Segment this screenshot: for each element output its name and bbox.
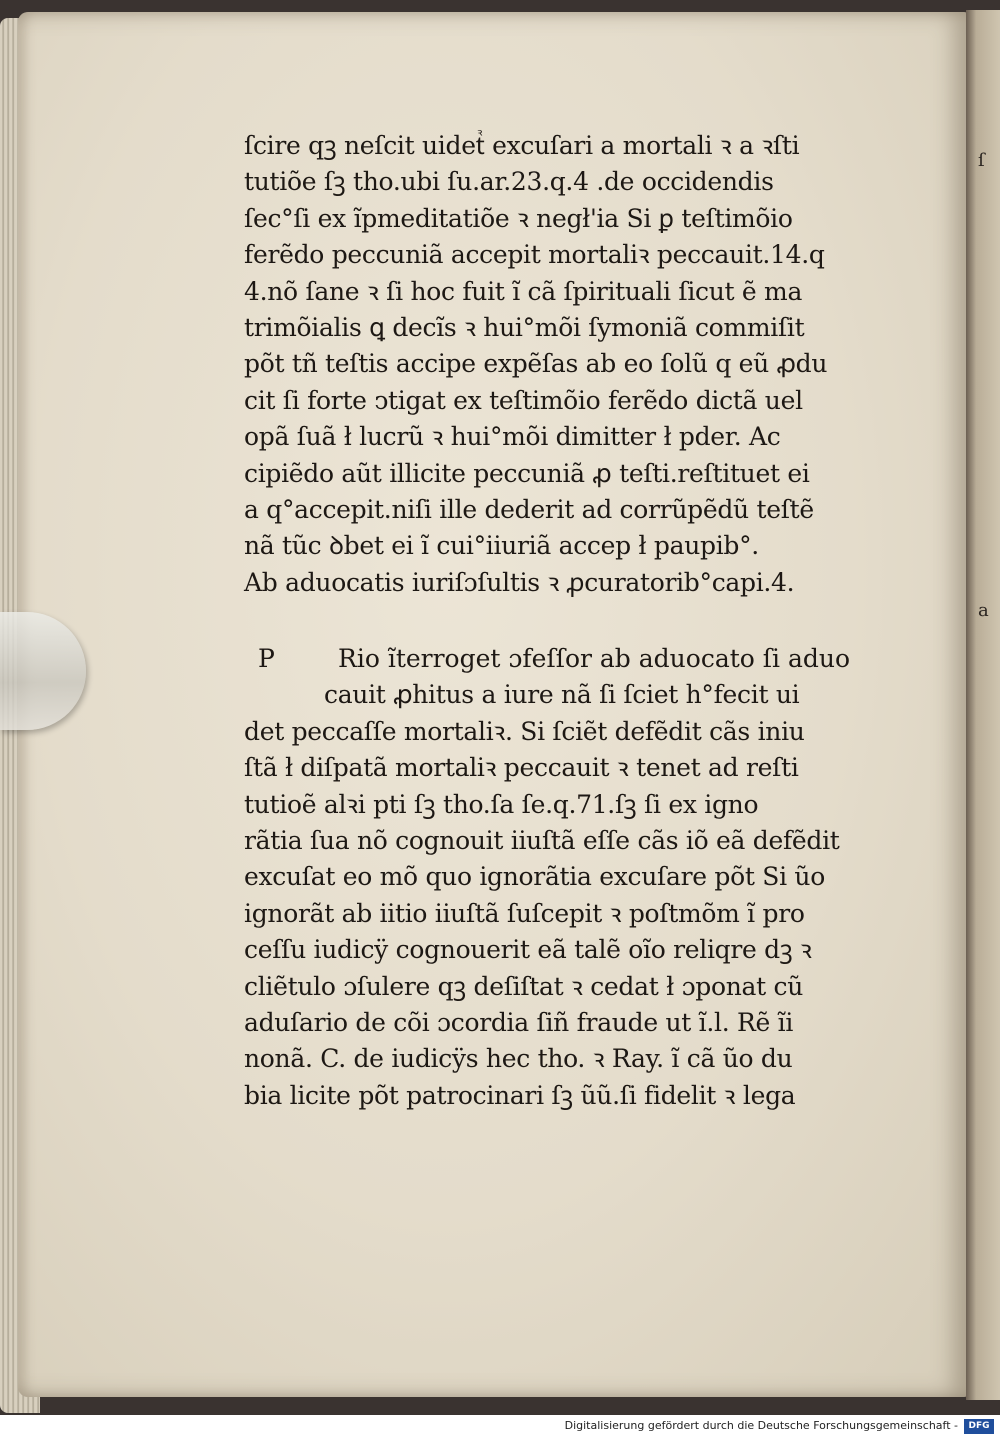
text-line: opã ſuã ł lucrũ ꝛ hui°mõi dimitter ł pder. Ac [244, 422, 781, 452]
text-line: excuſat eo mõ quo ignorãtia excuſare põt Si ũo [244, 862, 825, 892]
text-line: trimõialis ꝗ decĩs ꝛ hui°mõi ſymoniã commiſit [244, 312, 805, 342]
initial-row [244, 641, 884, 677]
dfg-logo: DFG [964, 1419, 994, 1434]
chapter-heading: Ab aduocatis iuriſɔſultis ꝛ ꝓcuratorib°capi.4. [244, 567, 795, 597]
text-line: ſtã ł diſpatã mortaliꝛ peccauit ꝛ tenet ad reſti [244, 753, 799, 783]
initial-letter: P [258, 644, 275, 674]
text-line: ſcire qꝫ neſcit uidetᷣ excuſari a mortali ꝛ a ꝛſti [244, 131, 800, 160]
text-line: nonã. C. de iudicÿs hec tho. ꝛ Ray. ĩ cã ũo du [244, 1044, 793, 1074]
text-line: ſec°ſi ex ĩpmeditatiõe ꝛ negł'ia Si ꝑ teſtimõio [244, 203, 793, 233]
text-line: cliẽtulo ɔſulere qꝫ deſiſtat ꝛ cedat ł ɔponat cũ [244, 971, 804, 1001]
adjacent-page-edge [966, 10, 1000, 1400]
footer-bar [0, 1415, 1000, 1439]
paragraph-2 [244, 641, 884, 1114]
text-line: cit ſi forte ↄtigat ex teſtimõio ferẽdo dictã uel [244, 385, 803, 415]
adjacent-page-glyph: ſ [978, 150, 985, 171]
text-line: a q°accepit.niſi ille dederit ad corrũpẽdũ teſtẽ [244, 494, 814, 524]
text-line: rãtia ſua nõ cognouit iiuſtã eſſe cãs iõ eã defẽdit [244, 826, 840, 856]
adjacent-page-glyph: a [978, 600, 989, 621]
text-line: ferẽdo peccuniã accepit mortaliꝛ peccauit.14.q [244, 240, 825, 270]
text-line: 4.nõ ſane ꝛ ſi hoc fuit ĩ cã ſpirituali ſicut ẽ ma [244, 276, 803, 306]
text-line: cauit ꝓhitus a iure nã ſi ſciet h°fecit ui [324, 680, 800, 710]
paragraph-gap [244, 601, 884, 641]
text-line: Rio ĩterroget ɔfeſſor ab aduocato ſi aduo [338, 644, 851, 674]
text-line: ignorãt ab iitio iiuſtã ſuſcepit ꝛ poſtmõm ĩ pro [244, 898, 805, 928]
text-line: põt tñ teſtis accipe expẽſas ab eo ſolũ q eũ ꝓdu [244, 349, 828, 379]
paragraph-1 [244, 128, 884, 601]
text-line: det peccaſſe mortaliꝛ. Si ſciẽt defẽdit cãs iniu [244, 716, 805, 746]
page-text [244, 128, 884, 1114]
text-line: ceſſu iudicÿ cognouerit eã talẽ oĩo reliqre dꝫ ꝛ [244, 935, 812, 965]
text-line: aduſario de cõi ɔcordia ſiñ fraude ut ĩ.l. Rẽ ĩi [244, 1007, 794, 1037]
text-line: tutiõe ſꝫ tho.ubi ſu.ar.23.q.4 .de occidendis [244, 167, 774, 197]
text-line: tutioẽ alꝛi pti ſꝫ tho.ſa ſe.q.71.ſꝫ ſi ex igno [244, 789, 759, 819]
text-line: cipiẽdo aũt illicite peccuniã ꝓ teſti.reſtituet ei [244, 458, 810, 488]
text-line: bia licite põt patrocinari ſꝫ ũũ.ſi fidelit ꝛ lega [244, 1080, 796, 1110]
funding-notice: Digitalisierung gefördert durch die Deutsche Forschungsgemeinschaft - [564, 1419, 958, 1432]
text-line: nã tũc ꝺbet ei ĩ cui°iiuriã accep ł paupib°. [244, 531, 759, 561]
